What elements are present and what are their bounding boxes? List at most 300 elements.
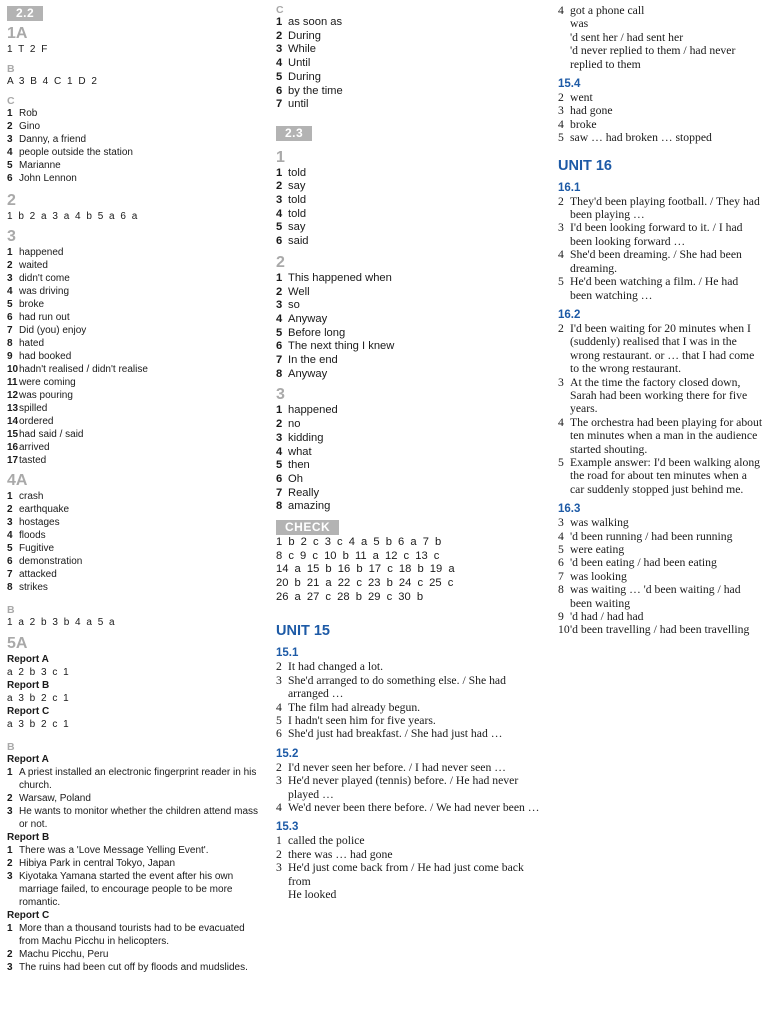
item-answer: strikes (19, 582, 48, 593)
item-number: 4 (276, 57, 283, 70)
item-answer: until (288, 98, 309, 111)
item-answer: During (288, 29, 321, 42)
item-answer: were eating (570, 543, 625, 556)
answer-item (276, 235, 548, 249)
answer-item (7, 766, 265, 792)
item-answer: It had changed a lot. (288, 660, 384, 674)
answer-item (7, 568, 265, 581)
item-answer: I'd never seen her before. / I had never seen … (288, 760, 506, 774)
answer-list (558, 4, 763, 71)
item-answer: so (288, 299, 300, 312)
answer-line: 1 b 2 a 3 a 4 b 5 a 6 a (7, 211, 138, 222)
item-answer: 'd had / had had (570, 610, 644, 624)
answer-item (7, 363, 265, 376)
subsection-heading: 2 (276, 253, 285, 271)
item-number: 2 (7, 504, 13, 515)
subsection-heading: B (7, 63, 15, 75)
item-number: 2 (558, 194, 564, 208)
item-answer: He'd never played (tennis) before. / He had never played … (288, 774, 519, 801)
answer-item (558, 104, 763, 117)
answer-item (276, 487, 548, 501)
answer-list (7, 246, 265, 467)
item-number: 2 (276, 660, 282, 674)
answer-list (7, 766, 265, 831)
item-answer: Fugitive (19, 543, 55, 554)
item-number: 4 (276, 800, 282, 814)
item-number: 3 (276, 774, 282, 788)
item-answer: Until (288, 57, 311, 70)
item-number: 6 (276, 340, 283, 353)
item-number: 5 (276, 459, 283, 472)
item-answer: 'd been running / had been running (570, 529, 733, 543)
item-answer: He'd just come back from / He had just come back from (288, 861, 524, 888)
item-number: 2 (276, 760, 282, 774)
item-number: 6 (7, 173, 13, 184)
item-number: 3 (558, 375, 564, 389)
answer-item (276, 801, 548, 814)
answer-item (7, 792, 265, 805)
answer-item (558, 416, 763, 456)
item-number (558, 31, 570, 44)
item-number: 14 (7, 416, 19, 427)
report-label: Report A (7, 654, 49, 665)
item-number: 4 (558, 4, 564, 17)
section-badge-label: 2.2 (7, 6, 43, 21)
item-number: 1 (7, 845, 13, 856)
item-number: 6 (7, 556, 13, 567)
item-answer: was walking (570, 516, 629, 530)
item-answer: Gino (19, 121, 41, 132)
item-answer: During (288, 70, 321, 83)
answer-item (276, 85, 548, 99)
item-number: 7 (276, 486, 283, 499)
subsection-heading: B (7, 741, 15, 753)
item-answer: had said / said (19, 429, 84, 440)
item-answer: floods (19, 530, 46, 541)
item-answer: spilled (19, 403, 48, 414)
section-badge (276, 126, 548, 142)
item-answer: saw … had broken … stopped (570, 131, 712, 145)
item-number (558, 44, 570, 71)
item-number: 5 (558, 131, 564, 145)
item-number: 4 (276, 700, 282, 714)
item-answer: happened (288, 404, 338, 417)
section-badge (7, 6, 265, 21)
unit-heading: UNIT 15 (276, 623, 330, 640)
answer-item (7, 120, 265, 133)
item-number: 16 (7, 442, 19, 453)
answer-item (7, 298, 265, 311)
item-answer: no (288, 418, 301, 431)
answer-list (558, 516, 763, 637)
item-answer: 'd been eating / had been eating (570, 556, 717, 570)
item-answer: In the end (288, 354, 338, 367)
item-answer: The orchestra had been playing for about ten minutes when a man in the audience started shouting. (570, 415, 763, 456)
item-number: 1 (276, 166, 283, 179)
item-number: 4 (558, 415, 564, 429)
item-number: 13 (7, 403, 19, 414)
item-answer: went (570, 91, 593, 105)
item-number: 3 (7, 962, 13, 973)
answer-item (7, 805, 265, 831)
item-answer: was waiting … 'd been waiting / had been waiting (570, 583, 741, 610)
item-answer: hadn't realised / didn't realise (19, 364, 148, 375)
item-answer: were coming (19, 377, 76, 388)
item-number: 4 (7, 286, 13, 297)
item-number: 8 (7, 338, 13, 349)
answer-line: A 3 B 4 C 1 D 2 (7, 76, 97, 87)
answer-item (276, 446, 548, 460)
item-number: 8 (7, 582, 13, 593)
answer-item (276, 194, 548, 208)
exercise-heading: 15.1 (276, 647, 299, 660)
item-number: 2 (558, 91, 564, 105)
answer-line: 1 a 2 b 3 b 4 a 5 a (7, 617, 115, 628)
item-number: 3 (276, 673, 282, 687)
item-answer: was looking (570, 569, 627, 583)
item-answer: I'd been waiting for 20 minutes when I (suddenly) realised that I was in the wrong restaurant. or … that I had come to the wrong restaurant. (570, 321, 755, 376)
answer-item (558, 4, 763, 17)
answer-item (276, 861, 548, 888)
item-answer: There was a 'Love Message Yelling Event'. (19, 845, 209, 856)
item-number: 8 (558, 583, 564, 597)
answer-item (7, 857, 265, 870)
item-number: 5 (7, 299, 13, 310)
answer-item (7, 133, 265, 146)
item-answer: Example answer: I'd been walking along the road for about ten minutes when a car suddenly stopped just behind me. (570, 455, 761, 496)
item-number: 3 (276, 194, 283, 207)
item-number: 3 (276, 861, 282, 875)
answer-item (7, 246, 265, 259)
answer-item (276, 404, 548, 418)
item-number: 7 (276, 354, 283, 367)
section-badge-label: CHECK (276, 520, 339, 535)
item-answer: A priest installed an electronic fingerprint reader in his church. (19, 767, 257, 791)
answer-item (276, 660, 548, 673)
item-answer: The film had already begun. (288, 700, 421, 714)
item-number: 3 (276, 43, 283, 56)
item-answer: She'd been dreaming. / She had been dreaming. (570, 248, 742, 275)
item-number: 2 (276, 847, 282, 861)
answer-item (7, 870, 265, 909)
item-answer: ordered (19, 416, 54, 427)
item-number: 3 (276, 431, 283, 444)
answer-list (276, 272, 548, 382)
item-number: 6 (276, 472, 283, 485)
item-number: 2 (7, 858, 13, 869)
section-badge (276, 520, 548, 536)
report-label: Report B (7, 680, 50, 691)
item-answer: We'd never been there before. / We had never been … (288, 800, 540, 814)
item-answer: there was … had gone (288, 847, 393, 861)
item-answer: Anyway (288, 367, 328, 380)
item-number: 3 (558, 104, 564, 118)
item-answer: people outside the station (19, 147, 133, 158)
answer-line: a 3 b 2 c 1 (7, 719, 69, 730)
item-number: 3 (7, 134, 13, 145)
item-number: 4 (558, 117, 564, 131)
item-answer: what (288, 445, 312, 458)
item-number: 6 (276, 727, 282, 741)
item-number: 5 (558, 455, 564, 469)
answer-item (7, 159, 265, 172)
item-answer: as soon as (288, 16, 343, 28)
answer-item (558, 530, 763, 543)
item-answer: called the police (288, 834, 365, 848)
item-number: 1 (7, 247, 13, 258)
item-answer: Machu Picchu, Peru (19, 949, 109, 960)
item-answer: He looked (288, 888, 337, 901)
answer-item (276, 299, 548, 313)
answer-item (276, 71, 548, 85)
answer-list (7, 844, 265, 909)
answer-item (7, 259, 265, 272)
answer-item (558, 44, 763, 71)
answer-item (276, 30, 548, 44)
answer-item (558, 583, 763, 610)
answer-item (558, 118, 763, 131)
item-number: 6 (558, 556, 564, 570)
answer-item (7, 555, 265, 568)
item-number: 2 (276, 180, 283, 193)
answer-item (7, 285, 265, 298)
answer-line: 8 c 9 c 10 b 11 a 12 c 13 c (276, 549, 440, 562)
answer-line: 14 a 15 b 16 b 17 c 18 b 19 a (276, 563, 455, 576)
item-number: 2 (7, 260, 13, 271)
item-number (558, 17, 570, 30)
item-answer: He'd been watching a film. / He had been watching … (570, 275, 739, 302)
answer-item (7, 844, 265, 857)
answer-line: 26 a 27 c 28 b 29 c 30 b (276, 590, 424, 603)
answer-item (276, 340, 548, 354)
answer-item (7, 454, 265, 467)
item-answer: had run out (19, 312, 70, 323)
answer-item (276, 57, 548, 71)
item-answer: broke (19, 299, 45, 310)
item-number: 1 (276, 271, 283, 284)
item-answer: had booked (19, 351, 72, 362)
item-answer: amazing (288, 500, 331, 513)
item-number: 12 (7, 390, 19, 401)
answer-list (7, 922, 265, 974)
item-answer: Danny, a friend (19, 134, 87, 145)
item-number: 2 (276, 29, 283, 42)
item-number: 2 (276, 285, 283, 298)
subsection-heading: 3 (7, 228, 16, 245)
item-answer: crash (19, 491, 44, 502)
answer-item (558, 17, 763, 30)
item-number: 8 (276, 500, 283, 513)
item-number: 1 (7, 108, 13, 119)
item-answer: was (570, 17, 589, 31)
item-number: 2 (7, 949, 13, 960)
answer-item (7, 922, 265, 948)
item-answer: told (288, 194, 307, 207)
item-number: 15 (7, 429, 19, 440)
answer-column-2 (276, 4, 548, 901)
item-number: 2 (7, 793, 13, 804)
item-answer: Really (288, 486, 320, 499)
item-number: 4 (558, 529, 564, 543)
subsection-heading: 5A (7, 635, 28, 652)
answer-item (558, 275, 763, 302)
item-number: 7 (7, 569, 13, 580)
item-answer: The ruins had been cut off by floods and mudslides. (19, 962, 248, 973)
item-number: 10 (7, 364, 19, 375)
item-number: 9 (7, 351, 13, 362)
item-answer: demonstration (19, 556, 83, 567)
answer-item (276, 834, 548, 847)
item-answer: tasted (19, 455, 47, 466)
subsection-heading: 4A (7, 472, 28, 489)
answer-item (558, 516, 763, 529)
answer-item (276, 727, 548, 740)
report-label: Report C (7, 706, 50, 717)
answer-line: 1 T 2 F (7, 44, 48, 55)
item-answer: I hadn't seen him for five years. (288, 713, 436, 727)
item-number: 7 (276, 98, 283, 111)
item-answer: broke (570, 117, 597, 131)
answer-column-3 (558, 4, 763, 637)
subsection-heading: 1 (276, 148, 285, 166)
answer-item (7, 172, 265, 185)
item-number: 9 (558, 610, 564, 624)
answer-item (558, 570, 763, 583)
exercise-heading: 15.2 (276, 747, 299, 760)
item-answer: told (288, 166, 307, 179)
item-answer: was driving (19, 286, 70, 297)
answer-item (558, 31, 763, 44)
answer-line: 1 b 2 c 3 c 4 a 5 b 6 a 7 b (276, 535, 442, 548)
answer-item (7, 337, 265, 350)
item-answer: happened (19, 247, 64, 258)
item-number: 1 (276, 404, 283, 417)
answer-item (7, 324, 265, 337)
item-answer: Marianne (19, 160, 61, 171)
report-label: Report A (7, 754, 49, 765)
answer-item (7, 542, 265, 555)
item-number: 5 (558, 275, 564, 289)
answer-item (276, 500, 548, 514)
answer-item (7, 311, 265, 324)
answer-item (7, 428, 265, 441)
item-number: 8 (276, 367, 283, 380)
answer-line: a 3 b 2 c 1 (7, 693, 69, 704)
item-answer: said (288, 235, 309, 248)
item-number: 1 (276, 16, 283, 28)
answer-item (558, 556, 763, 569)
answer-item (276, 368, 548, 382)
item-answer: She'd arranged to do something else. / She had arranged … (288, 673, 506, 701)
answer-column-1 (7, 4, 265, 974)
item-number: 5 (558, 543, 564, 556)
item-number: 1 (7, 767, 13, 778)
answer-item (276, 701, 548, 714)
answer-item (276, 432, 548, 446)
answer-item (7, 107, 265, 120)
item-answer: 'd been travelling / had been travelling (570, 623, 750, 637)
item-answer: John Lennon (19, 173, 77, 184)
answer-list (7, 107, 265, 185)
item-answer: At the time the factory closed down, Sarah had been working there for five years. (570, 375, 748, 416)
item-answer: Before long (288, 326, 346, 339)
answer-item (7, 516, 265, 529)
item-number: 4 (276, 207, 283, 220)
section-badge-label: 2.3 (276, 126, 312, 141)
answer-item (276, 774, 548, 801)
item-number: 5 (276, 70, 283, 83)
answer-item (276, 354, 548, 368)
exercise-heading: 16.3 (558, 503, 581, 516)
item-answer: Did (you) enjoy (19, 325, 87, 336)
answer-item (7, 272, 265, 285)
subsection-heading: C (7, 95, 15, 107)
answer-item (276, 848, 548, 861)
answer-list (276, 16, 548, 112)
answer-item (276, 43, 548, 57)
subsection-heading: 3 (276, 386, 285, 404)
item-answer: say (288, 180, 306, 193)
answer-list (558, 195, 763, 302)
answer-item (558, 131, 763, 144)
item-number: 2 (558, 321, 564, 335)
answer-item (558, 221, 763, 248)
unit-heading: UNIT 16 (558, 157, 612, 174)
item-answer: Well (288, 285, 310, 298)
subsection-heading: B (7, 604, 15, 616)
item-number: 5 (7, 160, 13, 171)
item-answer: Rob (19, 108, 38, 119)
answer-item (558, 322, 763, 376)
item-answer: attacked (19, 569, 57, 580)
item-answer: 'd sent her / had sent her (570, 30, 684, 44)
answer-line: 20 b 21 a 22 c 23 b 24 c 25 c (276, 576, 454, 589)
item-answer: by the time (288, 84, 343, 97)
answer-item (276, 313, 548, 327)
answer-list (7, 490, 265, 594)
item-number: 2 (7, 121, 13, 132)
exercise-heading: 15.4 (558, 78, 581, 91)
item-number: 4 (276, 312, 283, 325)
answer-line: a 2 b 3 c 1 (7, 667, 69, 678)
item-answer: 'd never replied to them / had never replied to them (570, 44, 736, 71)
item-answer: kidding (288, 431, 324, 444)
item-answer: Hibiya Park in central Tokyo, Japan (19, 858, 176, 869)
item-answer: then (288, 459, 310, 472)
answer-item (276, 459, 548, 473)
answer-list (276, 834, 548, 901)
exercise-heading: 15.3 (276, 821, 299, 834)
item-number: 3 (276, 299, 283, 312)
answer-item (558, 195, 763, 222)
item-answer: Warsaw, Poland (19, 793, 91, 804)
report-label: Report B (7, 832, 50, 843)
item-answer: This happened when (288, 271, 392, 284)
answer-item (276, 674, 548, 701)
item-number: 6 (7, 312, 13, 323)
answer-item (7, 402, 265, 415)
item-number: 5 (276, 713, 282, 727)
answer-item (558, 610, 763, 623)
item-answer: got a phone call (570, 4, 645, 17)
item-answer: was pouring (19, 390, 73, 401)
answer-item (276, 208, 548, 222)
item-answer: He wants to monitor whether the children attend mass or not. (19, 806, 259, 830)
answer-item (7, 146, 265, 159)
item-number: 11 (7, 377, 18, 388)
item-answer: earthquake (19, 504, 70, 515)
item-answer: More than a thousand tourists had to be evacuated from Machu Picchu in helicopters. (19, 923, 245, 947)
